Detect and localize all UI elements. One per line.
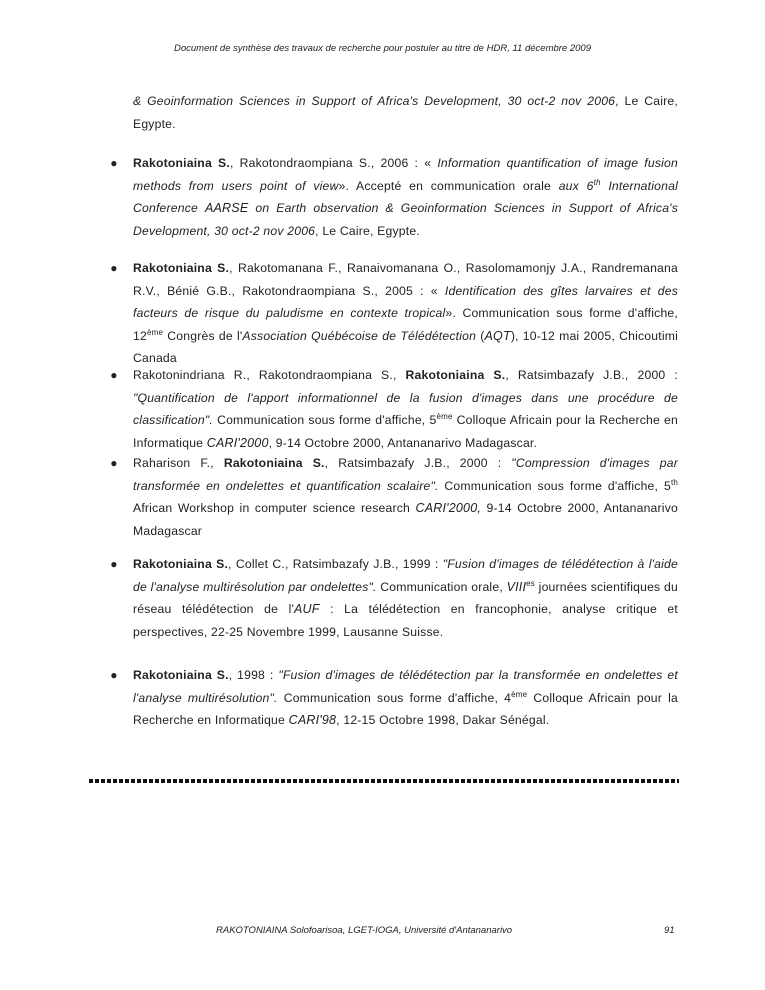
venue: African Workshop in computer science research xyxy=(133,501,411,515)
pub-status: ». Accepté en communication orale xyxy=(338,178,552,193)
pub-location: , 12-15 Octobre 1998, Dakar Sénégal. xyxy=(336,713,550,727)
bullet-icon: ● xyxy=(110,261,118,275)
authors: , Rakotomanana F., Ranaivomanana O., Rasolomamonjy J.A., Randremanana R.V., Bénié G.B., Rakotondraompiana S., 2005 : « xyxy=(133,261,678,298)
venue-acronym: AUF xyxy=(294,602,320,616)
authors: , Collet C., Ratsimbazafy J.B., 1999 : xyxy=(228,557,439,571)
pub-title: "Fusion d'images de télédétection à l'aide de l'analyse multirésolution par ondelettes". xyxy=(133,557,678,594)
venue-acronym: VIII xyxy=(506,579,527,594)
bullet-icon: ● xyxy=(110,557,118,571)
dotted-divider xyxy=(89,779,679,783)
ordinal-suffix: ème xyxy=(436,411,453,421)
bullet-icon: ● xyxy=(110,156,118,170)
pub-location: , 9-14 Octobre 2000, Antananarivo Madagascar. xyxy=(268,435,538,450)
pub-status: Congrès de l' xyxy=(167,328,243,343)
venue-acronym: CARI'2000, xyxy=(415,501,482,515)
authors: , Ratsimbazafy J.B., 2000 : xyxy=(324,456,502,470)
page-header: Document de synthèse des travaux de recherche pour postuler au titre de HDR, 11 décembre 2009 xyxy=(173,43,591,54)
pub-title: "Quantification de l'apport informationnel de la fusion d'images dans une procédure de classification". xyxy=(133,390,678,427)
pub-status: Communication sous forme d'affiche, 5 xyxy=(444,478,671,493)
pub-title: Identification des gîtes larvaires et des facteurs de risque du paludisme en contexte tropical xyxy=(133,283,678,320)
venue-acronym: AQT xyxy=(484,328,511,343)
venue-acronym: AARSE xyxy=(204,201,249,215)
list-item xyxy=(108,364,678,454)
pub-title: Information quantification of image fusion methods from users point of view xyxy=(133,156,678,193)
bullet-icon: ● xyxy=(110,368,118,382)
venue: on Earth observation & Geoinformation Sciences in Support of Africa's Development, 30 oct-2 nov 2006 xyxy=(133,201,678,238)
venue-acronym: CARI'98 xyxy=(288,713,337,727)
continuation-venue: & Geoinformation Sciences in Support of Africa's Development, 30 oct-2 nov 2006 xyxy=(133,94,616,108)
author-highlight: Rakotoniaina S. xyxy=(405,368,506,382)
list-item xyxy=(108,553,678,643)
author-highlight: Rakotoniaina S. xyxy=(133,668,229,682)
ordinal-suffix: es xyxy=(526,578,535,588)
bullet-icon: ● xyxy=(110,456,118,470)
author-highlight: Rakotoniaina S. xyxy=(133,557,229,571)
venue: Association Québécoise de Télédétection xyxy=(242,328,477,343)
continuation-tail: , Le Caire, Egypte. xyxy=(133,94,678,131)
list-item xyxy=(108,664,678,732)
authors: , Ratsimbazafy J.B., 2000 : xyxy=(505,368,678,382)
continuation-paragraph xyxy=(108,90,678,135)
authors: , Rakotondraompiana S., 2006 : « xyxy=(229,156,432,170)
authors: , 1998 : xyxy=(228,668,274,682)
page-number: 91 xyxy=(664,925,675,936)
pub-location: ), 10-12 mai 2005, Chicoutimi Canada xyxy=(133,328,678,365)
list-item xyxy=(108,452,678,542)
bullet-icon: ● xyxy=(110,668,118,682)
venue: journées scientifiques du réseau télédétection de l' xyxy=(133,579,678,616)
authors: Rakotonindriana R., Rakotondraompiana S., xyxy=(133,368,397,382)
pub-status: ». Communication sous forme d'affiche, 12 xyxy=(133,306,678,343)
ordinal-suffix: ème xyxy=(146,327,164,337)
pub-status: Communication sous forme d'affiche, 4 xyxy=(283,690,512,705)
author-highlight: Rakotoniaina S. xyxy=(223,456,325,470)
pub-status: Communication orale, xyxy=(380,579,503,594)
pub-status: Communication sous forme d'affiche, 5 xyxy=(217,413,437,427)
venue: Colloque Africain pour la Recherche en Informatique xyxy=(133,413,678,450)
pub-title: "Fusion d'images de télédétection par la transformée en ondelettes et l'analyse multirésolution". xyxy=(133,668,678,705)
venue: International Conference xyxy=(133,178,678,215)
pub-location: 9-14 Octobre 2000, Antananarivo Madagascar xyxy=(133,501,678,538)
ordinal-suffix: th xyxy=(670,477,679,487)
authors: Raharison F., xyxy=(133,456,214,470)
author-highlight: Rakotoniaina S. xyxy=(133,261,230,275)
pub-location: , Le Caire, Egypte. xyxy=(315,223,420,238)
venue-acronym: CARI'2000 xyxy=(206,435,269,450)
paren: ( xyxy=(476,328,485,343)
list-item xyxy=(108,257,678,370)
pub-title: "Compression d'images par transformée en ondelettes et quantification scalaire". xyxy=(133,456,679,493)
venue: Colloque Africain pour la Recherche en Informatique xyxy=(133,690,678,727)
venue: aux 6 xyxy=(558,178,594,193)
list-item xyxy=(108,152,678,242)
ordinal-suffix: ème xyxy=(511,689,528,699)
footer-author: RAKOTONIAINA Solofoarisoa, LGET-IOGA, Université d'Antananarivo xyxy=(216,925,513,936)
pub-location: : La télédétection en francophonie, analyse critique et perspectives, 22-25 Novembre 1999, Lausanne Suisse. xyxy=(133,602,678,639)
author-highlight: Rakotoniaina S. xyxy=(133,156,230,170)
ordinal-suffix: th xyxy=(593,177,601,187)
